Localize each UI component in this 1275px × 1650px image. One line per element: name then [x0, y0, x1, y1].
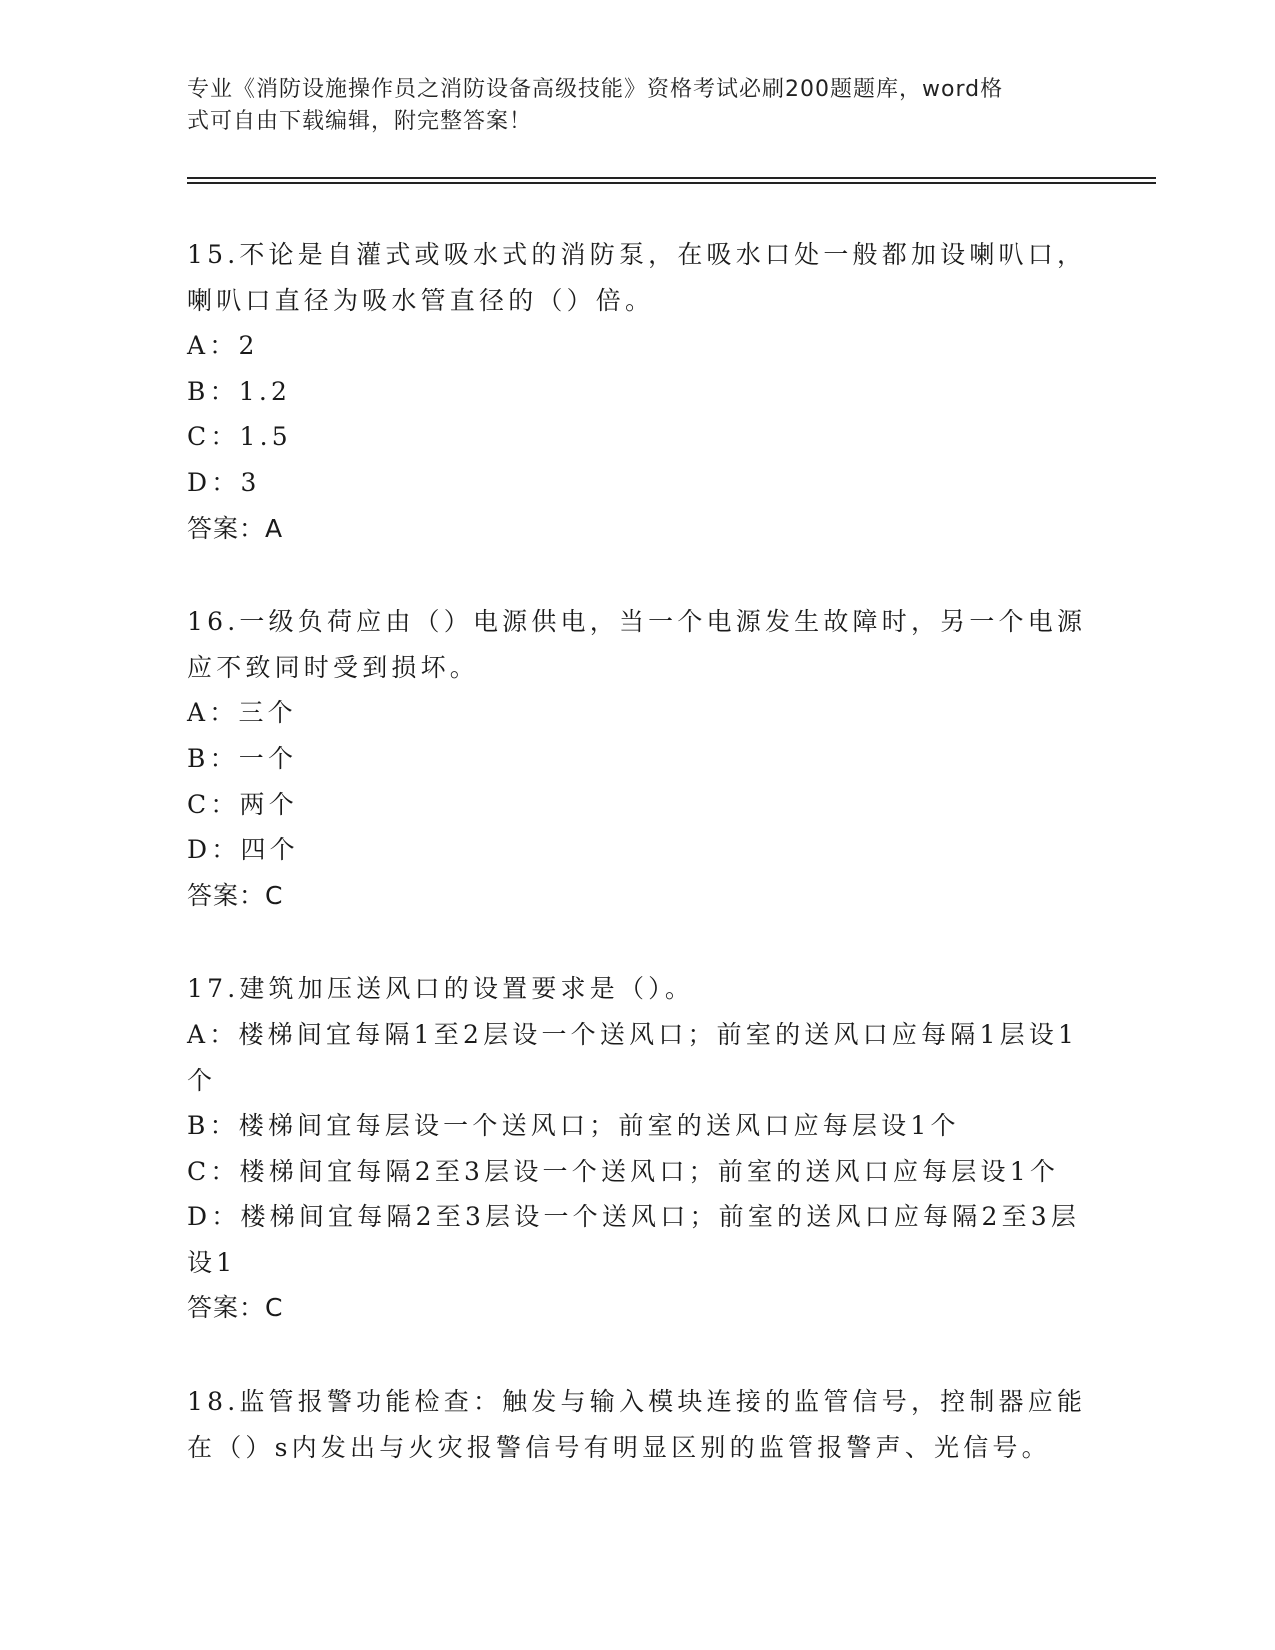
question-list — [187, 232, 1087, 1519]
header-line-2: 式可自由下载编辑，附完整答案！ — [187, 109, 533, 134]
document-header — [187, 74, 1067, 138]
question-15 — [187, 232, 1087, 551]
question-text: 16.一级负荷应由（）电源供电，当一个电源发生故障时，另一个电源应不致同时受到损坏。 — [187, 607, 1087, 682]
option-d: D：3 — [187, 467, 261, 497]
option-b: B：1.2 — [187, 376, 292, 406]
option-d: D：四个 — [187, 835, 299, 865]
option-a: A：2 — [187, 331, 259, 361]
question-17 — [187, 966, 1087, 1331]
option-c: C：两个 — [187, 789, 298, 819]
question-text: 17.建筑加压送风口的设置要求是（）。 — [187, 974, 695, 1004]
answer: 答案：A — [187, 513, 284, 543]
question-18 — [187, 1379, 1087, 1471]
option-d: D：楼梯间宜每隔2至3层设一个送风口；前室的送风口应每隔2至3层设1 — [187, 1202, 1081, 1277]
answer: 答案：C — [187, 1293, 284, 1323]
header-divider-bottom — [187, 182, 1156, 184]
option-b: B：一个 — [187, 743, 298, 773]
option-a: A：三个 — [187, 698, 297, 728]
answer: 答案：C — [187, 880, 284, 910]
option-b: B：楼梯间宜每层设一个送风口；前室的送风口应每层设1个 — [187, 1111, 960, 1141]
question-text: 18.监管报警功能检查：触发与输入模块连接的监管信号，控制器应能在（）s内发出与火灾报警信号有明显区别的监管报警声、光信号。 — [187, 1387, 1087, 1463]
option-c: C：1.5 — [187, 422, 292, 452]
header-divider-top — [187, 177, 1156, 179]
option-c: C：楼梯间宜每隔2至3层设一个送风口；前室的送风口应每层设1个 — [187, 1156, 1060, 1186]
option-a: A：楼梯间宜每隔1至2层设一个送风口；前室的送风口应每隔1层设1个 — [187, 1019, 1079, 1095]
question-16 — [187, 599, 1087, 918]
question-text: 15.不论是自灌式或吸水式的消防泵，在吸水口处一般都加设喇叭口，喇叭口直径为吸水管直径的（）倍。 — [187, 240, 1087, 315]
header-line-1: 专业《消防设施操作员之消防设备高级技能》资格考试必刷200题题库，word格 — [187, 77, 1004, 102]
